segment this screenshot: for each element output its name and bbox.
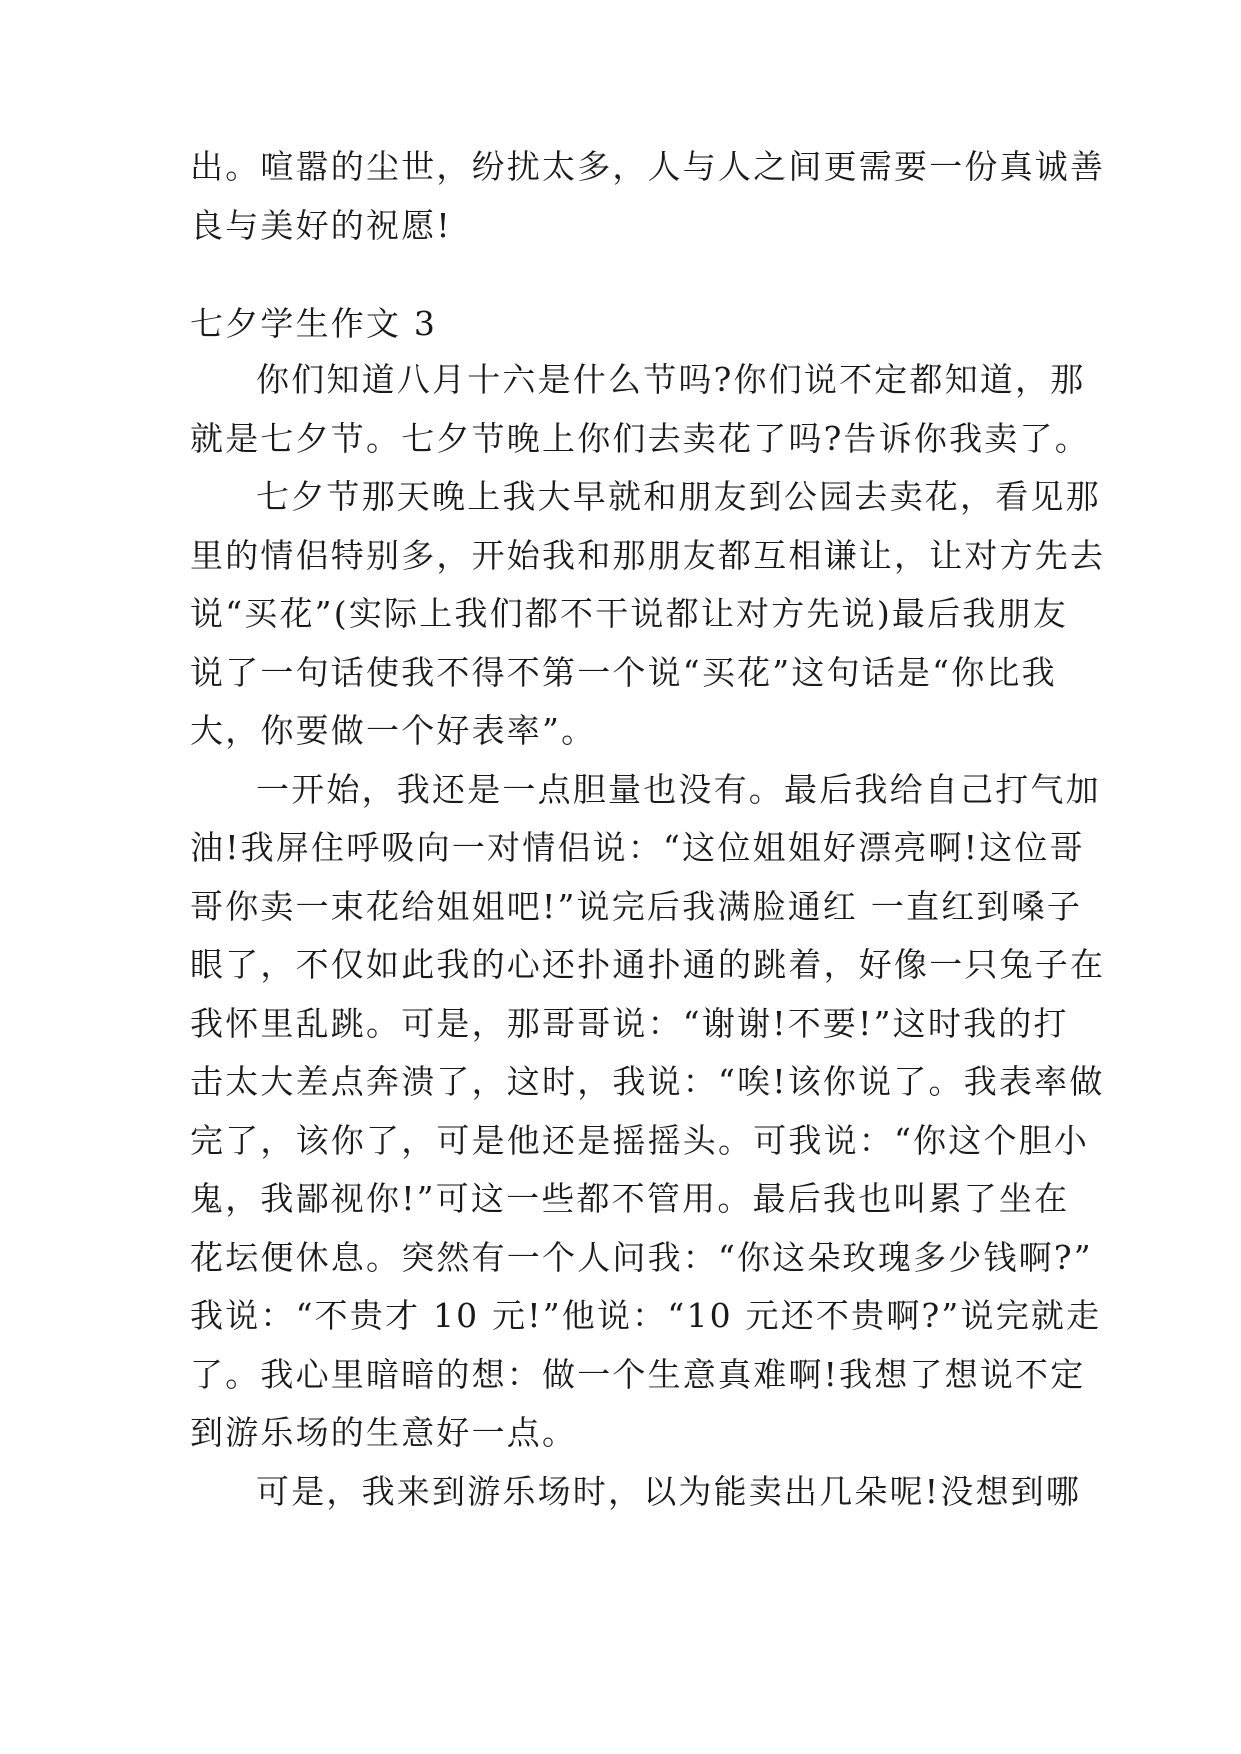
- paragraph-line: 说了一句话使我不得不第一个说“买花”这句话是“你比我: [190, 652, 1057, 692]
- paragraph-1: [190, 351, 1090, 468]
- paragraph-line: 击太大差点奔溃了，这时，我说：“唉!该你说了。我表率做: [190, 1062, 1105, 1101]
- paragraph-line: 哥你卖一束花给姐姐吧!”说完后我满脸通红 一直红到嗓子: [190, 886, 1083, 926]
- paragraph-line: 良与美好的祝愿!: [190, 205, 452, 245]
- paragraph-2: [190, 468, 1106, 761]
- paragraph-line: 你们知道八月十六是什么节吗?你们说不定都知道，那: [256, 360, 1086, 399]
- paragraph-line: 里的情侣特别多，开始我和那朋友都互相谦让，让对方先去: [190, 535, 1106, 575]
- paragraph-line: 了。我心里暗暗的想：做一个生意真难啊!我想了想说不定: [190, 1354, 1086, 1394]
- top-paragraph: [190, 138, 1106, 255]
- paragraph-line: 完了，该你了，可是他还是摇摇头。可我说：“你这个胆小: [190, 1120, 1090, 1160]
- paragraph-line: 到游乐场的生意好一点。: [190, 1413, 578, 1452]
- paragraph-line: 说“买花”(实际上我们都不干说都让对方先说)最后我朋友: [190, 594, 1068, 633]
- paragraph-line: 出。喧嚣的尘世，纷扰太多，人与人之间更需要一份真诚善: [190, 147, 1106, 186]
- paragraph-line: 鬼，我鄙视你!”可这一些都不管用。最后我也叫累了坐在: [190, 1179, 1070, 1218]
- paragraph-line: 七夕节那天晚上我大早就和朋友到公园去卖花，看见那: [256, 477, 1101, 516]
- essay-title-text: 七夕学生作文 3: [190, 304, 438, 343]
- paragraph-line: 可是，我来到游乐场时，以为能卖出几朵呢!没想到哪: [256, 1471, 1082, 1511]
- paragraph-4: [190, 1463, 1082, 1522]
- paragraph-line: 我说：“不贵才 10 元!”他说：“10 元还不贵啊?”说完就走: [190, 1296, 1102, 1335]
- paragraph-line: 大，你要做一个好表率”。: [190, 711, 597, 750]
- essay-body: [190, 351, 1106, 1521]
- paragraph-line: 眼了，不仅如此我的心还扑通扑通的跳着，好像一只兔子在: [190, 945, 1106, 984]
- paragraph-line: 油!我屏住呼吸向一对情侣说：“这位姐姐好漂亮啊!这位哥: [190, 828, 1085, 867]
- paragraph-line: 花坛便休息。突然有一个人问我：“你这朵玫瑰多少钱啊?”: [190, 1237, 1093, 1277]
- essay-title: [190, 295, 1060, 354]
- paragraph-line: 我怀里乱跳。可是，那哥哥说：“谢谢!不要!”这时我的打: [190, 1003, 1069, 1043]
- paragraph-line: 就是七夕节。七夕节晚上你们去卖花了吗?告诉你我卖了。: [190, 418, 1090, 458]
- paragraph-line: 一开始，我还是一点胆量也没有。最后我给自己打气加: [256, 769, 1101, 809]
- paragraph-3: [190, 761, 1106, 1463]
